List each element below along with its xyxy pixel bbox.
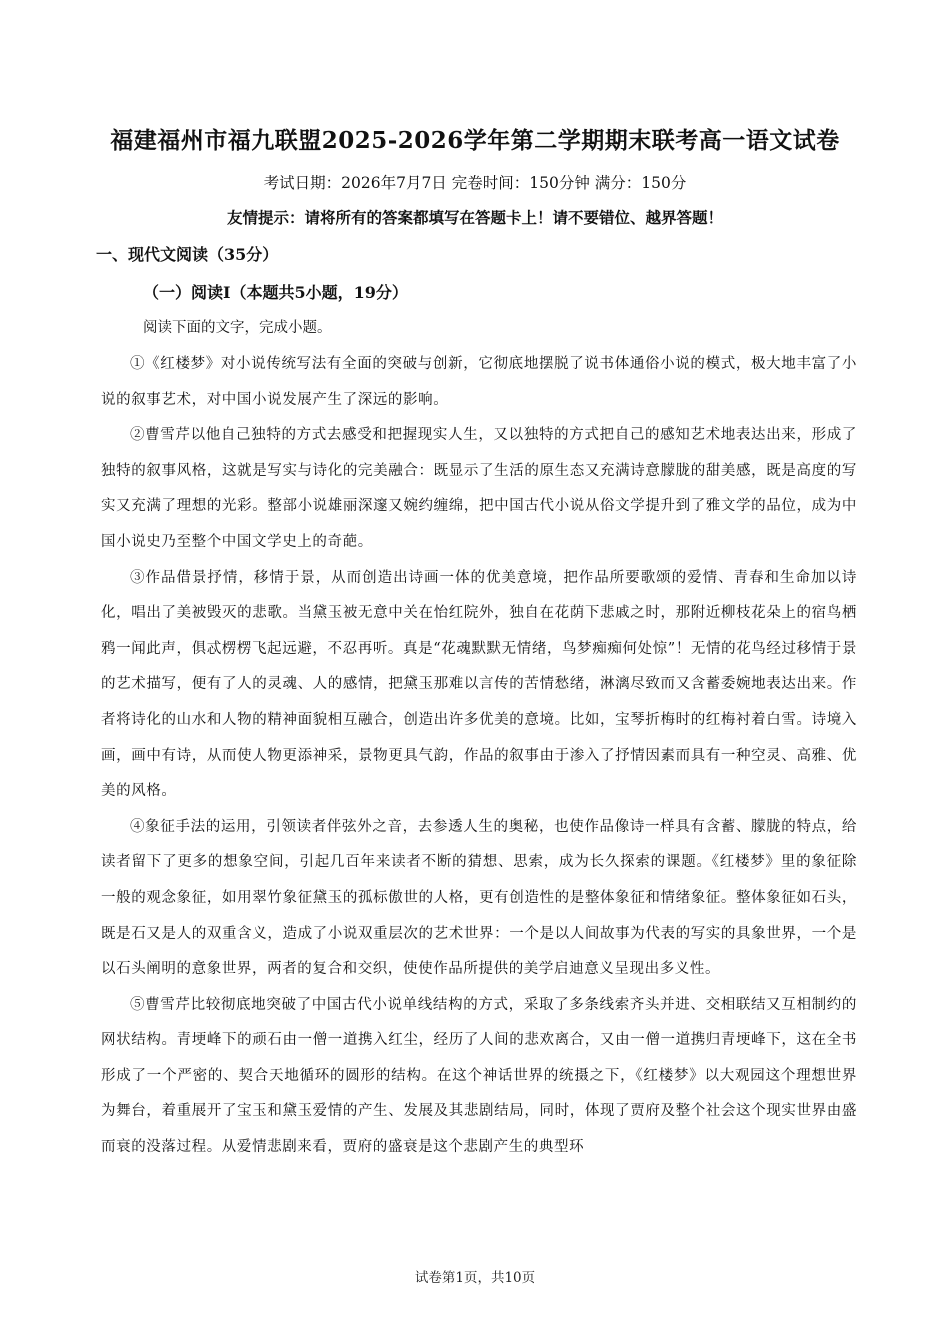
passage-paragraph-5: ⑤曹雪芹比较彻底地突破了中国古代小说单线结构的方式，采取了多条线索齐头并进、交相联结又互相制约的网状结构。青埂峰下的顽石由一僧一道携入红尘，经历了人间的悲欢离合，又由一僧一道携归青埂峰下，这在全书形成了一个严密的、契合天地循环的圆形的结构。在这个神话世界的统摄之下，《红楼梦》以大观园这个理想世界为舞台，着重展开了宝玉和黛玉爱情的产生、发展及其悲剧结局，同时，体现了贾府及整个社会这个现实世界由盛而衰的没落过程。从爱情悲剧来看，贾府的盛衰是这个悲剧产生的典型环 (101, 996, 857, 1156)
reading-instruction: 阅读下面的文字，完成小题。 (143, 320, 332, 336)
passage-paragraph-2: ②曹雪芹以他自己独特的方式去感受和把握现实人生，又以独特的方式把自己的感知艺术地表达出来，形成了独特的叙事风格，这就是写实与诗化的完美融合：既显示了生活的原生态又充满诗意朦胧的甜美感，既是高度的写实又充满了理想的光彩。整部小说雄丽深邃又婉约缠绵，把中国古代小说从俗文学提升到了雅文学的品位，成为中国小说史乃至整个中国文学史上的奇葩。 (101, 427, 857, 550)
passage-paragraph-4: ④象征手法的运用，引领读者伴弦外之音，去参透人生的奥秘，也使作品像诗一样具有含蓄、朦胧的特点，给读者留下了更多的想象空间，引起几百年来读者不断的猜想、思索，成为长久探索的课题。《红楼梦》里的象征除一般的观念象征，如用翠竹象征黛玉的孤标傲世的人格，更有创造性的是整体象征和情绪象征。整体象征如石头，既是石又是人的双重含义，造成了小说双重层次的艺术世界：一个是以人间故事为代表的写实的具象世界，一个是以石头阐明的意象世界，两者的复合和交织，使使作品所提供的美学启迪意义呈现出多义性。 (101, 818, 857, 978)
section-heading: 一、现代文阅读（35分） (96, 245, 279, 264)
page-footer: 试卷第1页，共10页 (414, 1270, 536, 1286)
reading-passage (101, 347, 857, 1166)
exam-notice: 友情提示：请将所有的答案都填写在答题卡上！请不要错位、越界答题！ (226, 208, 723, 227)
sub-section-heading: （一）阅读I（本题共5小题，19分） (143, 283, 408, 302)
exam-title: 福建福州市福九联盟2025-2026学年第二学期期末联考高一语文试卷 (110, 127, 840, 154)
passage-paragraph-3: ③作品借景抒情，移情于景，从而创造出诗画一体的优美意境，把作品所要歌颂的爱情、青春和生命加以诗化，唱出了美被毁灭的悲歌。当黛玉被无意中关在怡红院外，独自在花荫下悲戚之时，那附近柳枝花朵上的宿鸟栖鸦一闻此声，俱忒楞楞飞起远避，不忍再听。真是“花魂默默无情绪，鸟梦痴痴何处惊”！无情的花鸟经过移情于景的艺术描写，便有了人的灵魂、人的感情，把黛玉那难以言传的苦情愁绪，淋漓尽致而又含蓄委婉地表达出来。作者将诗化的山水和人物的精神面貌相互融合，创造出许多优美的意境。比如，宝琴折梅时的红梅衬着白雪。诗境入画，画中有诗，从而使人物更添神采，景物更具气韵，作品的叙事由于渗入了抒情因素而具有一种空灵、高雅、优美的风格。 (101, 569, 857, 800)
exam-meta-info: 考试日期：2026年7月7日 完卷时间：150分钟 满分：150分 (263, 174, 687, 192)
passage-paragraph-1: ①《红楼梦》对小说传统写法有全面的突破与创新，它彻底地摆脱了说书体通俗小说的模式，极大地丰富了小说的叙事艺术，对中国小说发展产生了深远的影响。 (101, 356, 857, 408)
